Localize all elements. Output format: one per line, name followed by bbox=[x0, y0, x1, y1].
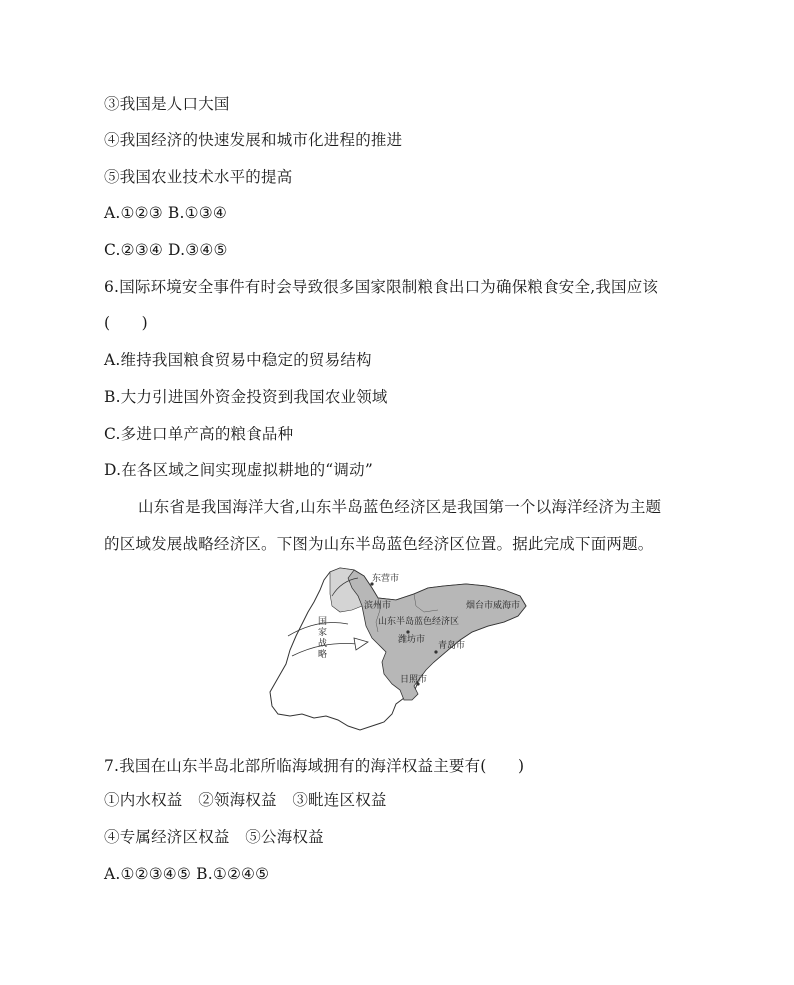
choice-ab: A.①②③ B.①③④ bbox=[104, 204, 227, 222]
label-strategy-2: 家 bbox=[318, 628, 328, 638]
q6-choice-c: C.多进口单产高的粮食品种 bbox=[104, 425, 294, 443]
label-strategy-3: 战 bbox=[318, 639, 328, 649]
label-strategy-4: 略 bbox=[318, 650, 328, 660]
option-3: ③我国是人口大国 bbox=[104, 95, 230, 113]
label-rizhao: 日照市 bbox=[400, 675, 428, 685]
q7-options-1: ①内水权益 ②领海权益 ③毗连区权益 bbox=[104, 791, 387, 809]
label-weifang: 潍坊市 bbox=[398, 635, 426, 645]
map-svg bbox=[268, 566, 530, 732]
option-4: ④我国经济的快速发展和城市化进程的推进 bbox=[104, 131, 403, 149]
q6-choice-a: A.维持我国粮食贸易中稳定的贸易结构 bbox=[104, 351, 372, 369]
label-yantai-weihai: 烟台市威海市 bbox=[466, 601, 521, 611]
passage-line-2: 的区域发展战略经济区。下图为山东半岛蓝色经济区位置。据此完成下面两题。 bbox=[104, 535, 654, 553]
answer-blank: ( ) bbox=[104, 314, 148, 332]
passage-line-1: 山东省是我国海洋大省,山东半岛蓝色经济区是我国第一个以海洋经济为主题 bbox=[138, 498, 662, 516]
label-strategy-1: 国 bbox=[318, 617, 328, 627]
weifang-marker bbox=[406, 630, 409, 633]
q7-options-2: ④专属经济区权益 ⑤公海权益 bbox=[104, 828, 324, 846]
label-zone: 山东半岛蓝色经济区 bbox=[378, 617, 460, 627]
label-dongying: 东营市 bbox=[372, 574, 400, 584]
q6-choice-d: D.在各区域之间实现虚拟耕地的“调动” bbox=[104, 461, 373, 479]
label-qingdao: 青岛市 bbox=[438, 641, 466, 651]
label-binzhou: 滨州市 bbox=[364, 601, 392, 611]
option-5: ⑤我国农业技术水平的提高 bbox=[104, 168, 293, 186]
question-7: 7.我国在山东半岛北部所临海域拥有的海洋权益主要有( ) bbox=[104, 757, 525, 775]
choice-cd: C.②③④ D.③④⑤ bbox=[104, 241, 228, 259]
q7-choices-ab: A.①②③④⑤ B.①②④⑤ bbox=[104, 865, 270, 883]
shandong-map bbox=[268, 566, 530, 732]
question-6: 6.国际环境安全事件有时会导致很多国家限制粮食出口为确保粮食安全,我国应该 bbox=[104, 278, 659, 296]
q6-choice-b: B.大力引进国外资金投资到我国农业领域 bbox=[104, 388, 388, 406]
